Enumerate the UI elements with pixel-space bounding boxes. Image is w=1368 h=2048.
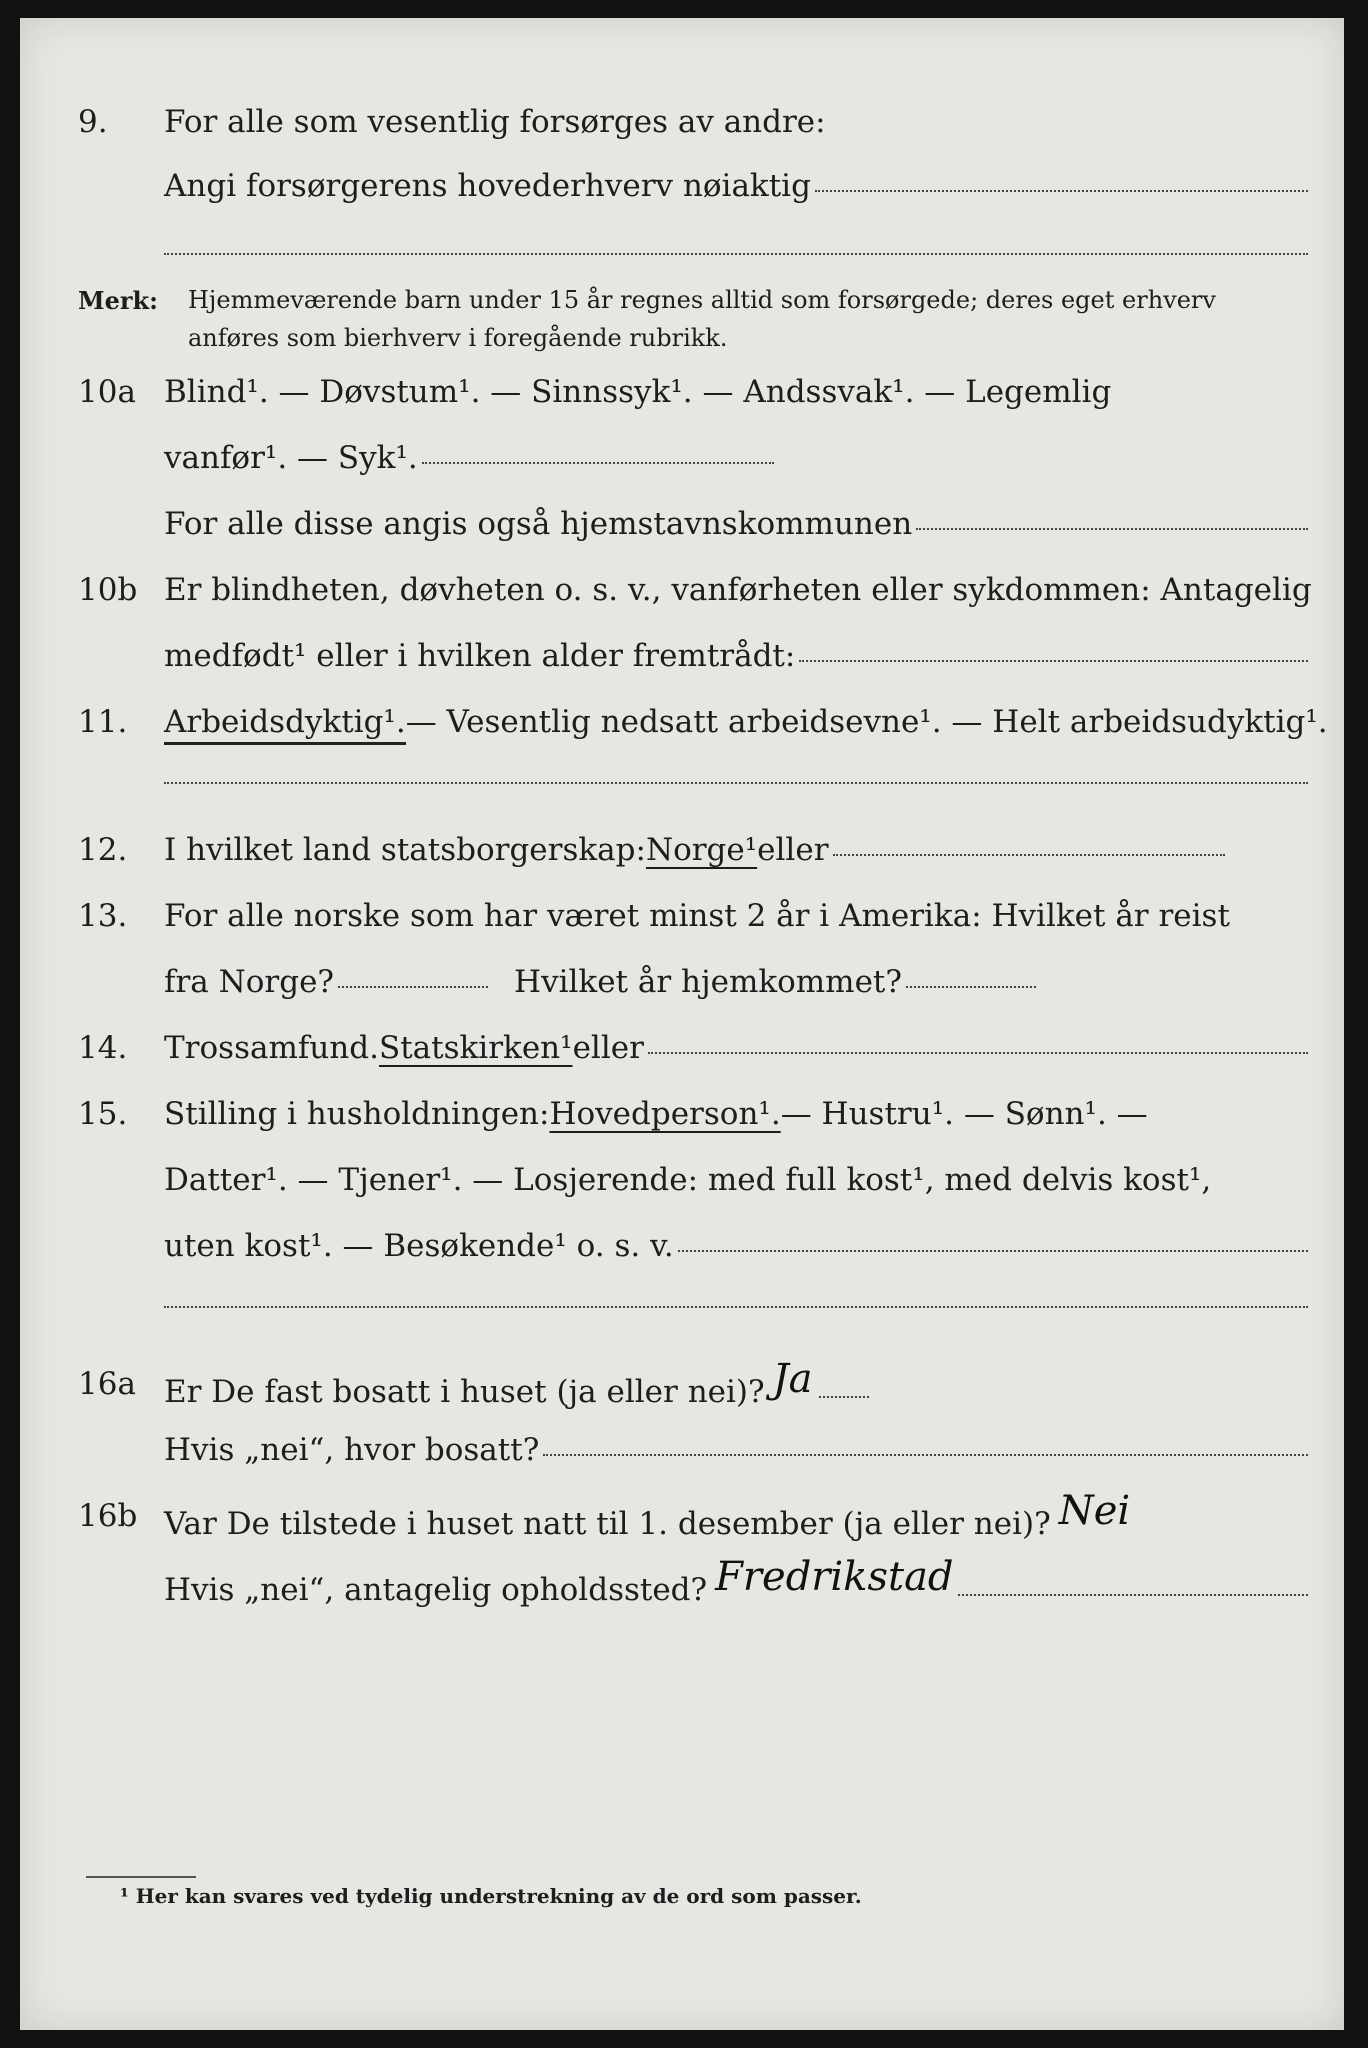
q16b-handwritten-answer: Nei bbox=[1058, 1488, 1131, 1534]
merk-label: Merk: bbox=[78, 286, 158, 315]
q15-answer-line[interactable] bbox=[164, 1306, 1308, 1308]
q14-number: 14. bbox=[78, 1030, 128, 1066]
q16b-text1: Var De tilstede i huset natt til 1. desember (ja eller nei)? bbox=[164, 1506, 1051, 1542]
q15-answer-field[interactable] bbox=[678, 1250, 1308, 1252]
q16a-residence-field[interactable] bbox=[543, 1454, 1308, 1456]
q9-answer-line2[interactable] bbox=[164, 253, 1308, 255]
q16a-text1: Er De fast bosatt i huset (ja eller nei)? bbox=[164, 1374, 765, 1410]
q15-selected-option[interactable]: Hovedperson¹. bbox=[549, 1096, 781, 1132]
q11-other-options: — Vesentlig nedsatt arbeidsevne¹. — Helt arbeidsudyktig¹. bbox=[405, 704, 1328, 740]
q16a-text2: Hvis „nei“, hvor bosatt? bbox=[164, 1432, 540, 1468]
q10a-number: 10a bbox=[78, 374, 136, 410]
q15-number: 15. bbox=[78, 1096, 128, 1132]
q14-text: Trossamfund. bbox=[164, 1030, 379, 1066]
q9-answer-field[interactable] bbox=[815, 190, 1308, 192]
footnote: ¹ Her kan svares ved tydelig understrekning av de ord som passer. bbox=[120, 1884, 862, 1908]
q16a-answer-field[interactable] bbox=[819, 1396, 869, 1398]
q13-text2a: fra Norge? bbox=[164, 964, 335, 1000]
q10a-text3: For alle disse angis også hjemstavnskommunen bbox=[164, 506, 913, 542]
q11-selected-option[interactable]: Arbeidsdyktig¹. bbox=[164, 704, 406, 745]
census-form-page bbox=[20, 18, 1344, 2030]
q10a-answer-field[interactable] bbox=[422, 462, 774, 464]
q9-text1: For alle som vesentlig forsørges av andre: bbox=[164, 104, 826, 140]
q16b-location-field[interactable] bbox=[958, 1594, 1308, 1596]
q16b-number: 16b bbox=[78, 1498, 138, 1534]
q12-selected-option[interactable]: Norge¹ bbox=[645, 832, 758, 868]
q14-text-post: eller bbox=[572, 1030, 644, 1066]
q13-return-field[interactable] bbox=[906, 986, 1036, 988]
merk-text2: anføres som bierhverv i foregående rubrikk. bbox=[188, 324, 728, 352]
q13-departure-field[interactable] bbox=[338, 986, 488, 988]
q16a-number: 16a bbox=[78, 1366, 136, 1402]
q16a-handwritten-answer: Ja bbox=[772, 1356, 813, 1402]
q12-number: 12. bbox=[78, 832, 128, 868]
q12-text: I hvilket land statsborgerskap: bbox=[164, 832, 646, 868]
q15-text2: Datter¹. — Tjener¹. — Losjerende: med full kost¹, med delvis kost¹, bbox=[164, 1162, 1212, 1198]
q14-answer-field[interactable] bbox=[648, 1052, 1308, 1054]
q13-text2b: Hvilket år hjemkommet? bbox=[514, 964, 903, 1000]
q9-text2: Angi forsørgerens hovederhverv nøiaktig bbox=[164, 168, 811, 204]
footnote-divider bbox=[86, 1876, 196, 1878]
q12-text-post: eller bbox=[757, 832, 829, 868]
q10b-text2: medfødt¹ eller i hvilken alder fremtrådt: bbox=[164, 638, 796, 674]
q11-number: 11. bbox=[78, 704, 128, 740]
q15-text: Stilling i husholdningen: bbox=[164, 1096, 550, 1132]
q10b-text1: Er blindheten, døvheten o. s. v., vanførheten eller sykdommen: Antagelig bbox=[164, 572, 1312, 608]
q12-answer-field[interactable] bbox=[833, 854, 1225, 856]
q13-text1: For alle norske som har været minst 2 år i Amerika: Hvilket år reist bbox=[164, 898, 1230, 934]
q11-answer-line[interactable] bbox=[164, 782, 1308, 784]
q16b-handwritten-location: Fredrikstad bbox=[715, 1554, 954, 1600]
q15-text-post: — Hustru¹. — Sønn¹. — bbox=[780, 1096, 1148, 1132]
q10a-hometown-field[interactable] bbox=[916, 528, 1308, 530]
q9-number: 9. bbox=[78, 104, 108, 140]
q16b-text2: Hvis „nei“, antagelig opholdssted? bbox=[164, 1572, 708, 1608]
q15-text3: uten kost¹. — Besøkende¹ o. s. v. bbox=[164, 1228, 674, 1264]
merk-text1: Hjemmeværende barn under 15 år regnes alltid som forsørgede; deres eget erhverv bbox=[188, 286, 1216, 314]
q10a-text2: vanfør¹. — Syk¹. bbox=[164, 440, 418, 476]
q13-number: 13. bbox=[78, 898, 128, 934]
q10b-answer-field[interactable] bbox=[799, 660, 1308, 662]
q10a-text1: Blind¹. — Døvstum¹. — Sinnssyk¹. — Andssvak¹. — Legemlig bbox=[164, 374, 1112, 410]
q10b-number: 10b bbox=[78, 572, 138, 608]
q14-selected-option[interactable]: Statskirken¹ bbox=[378, 1030, 573, 1066]
